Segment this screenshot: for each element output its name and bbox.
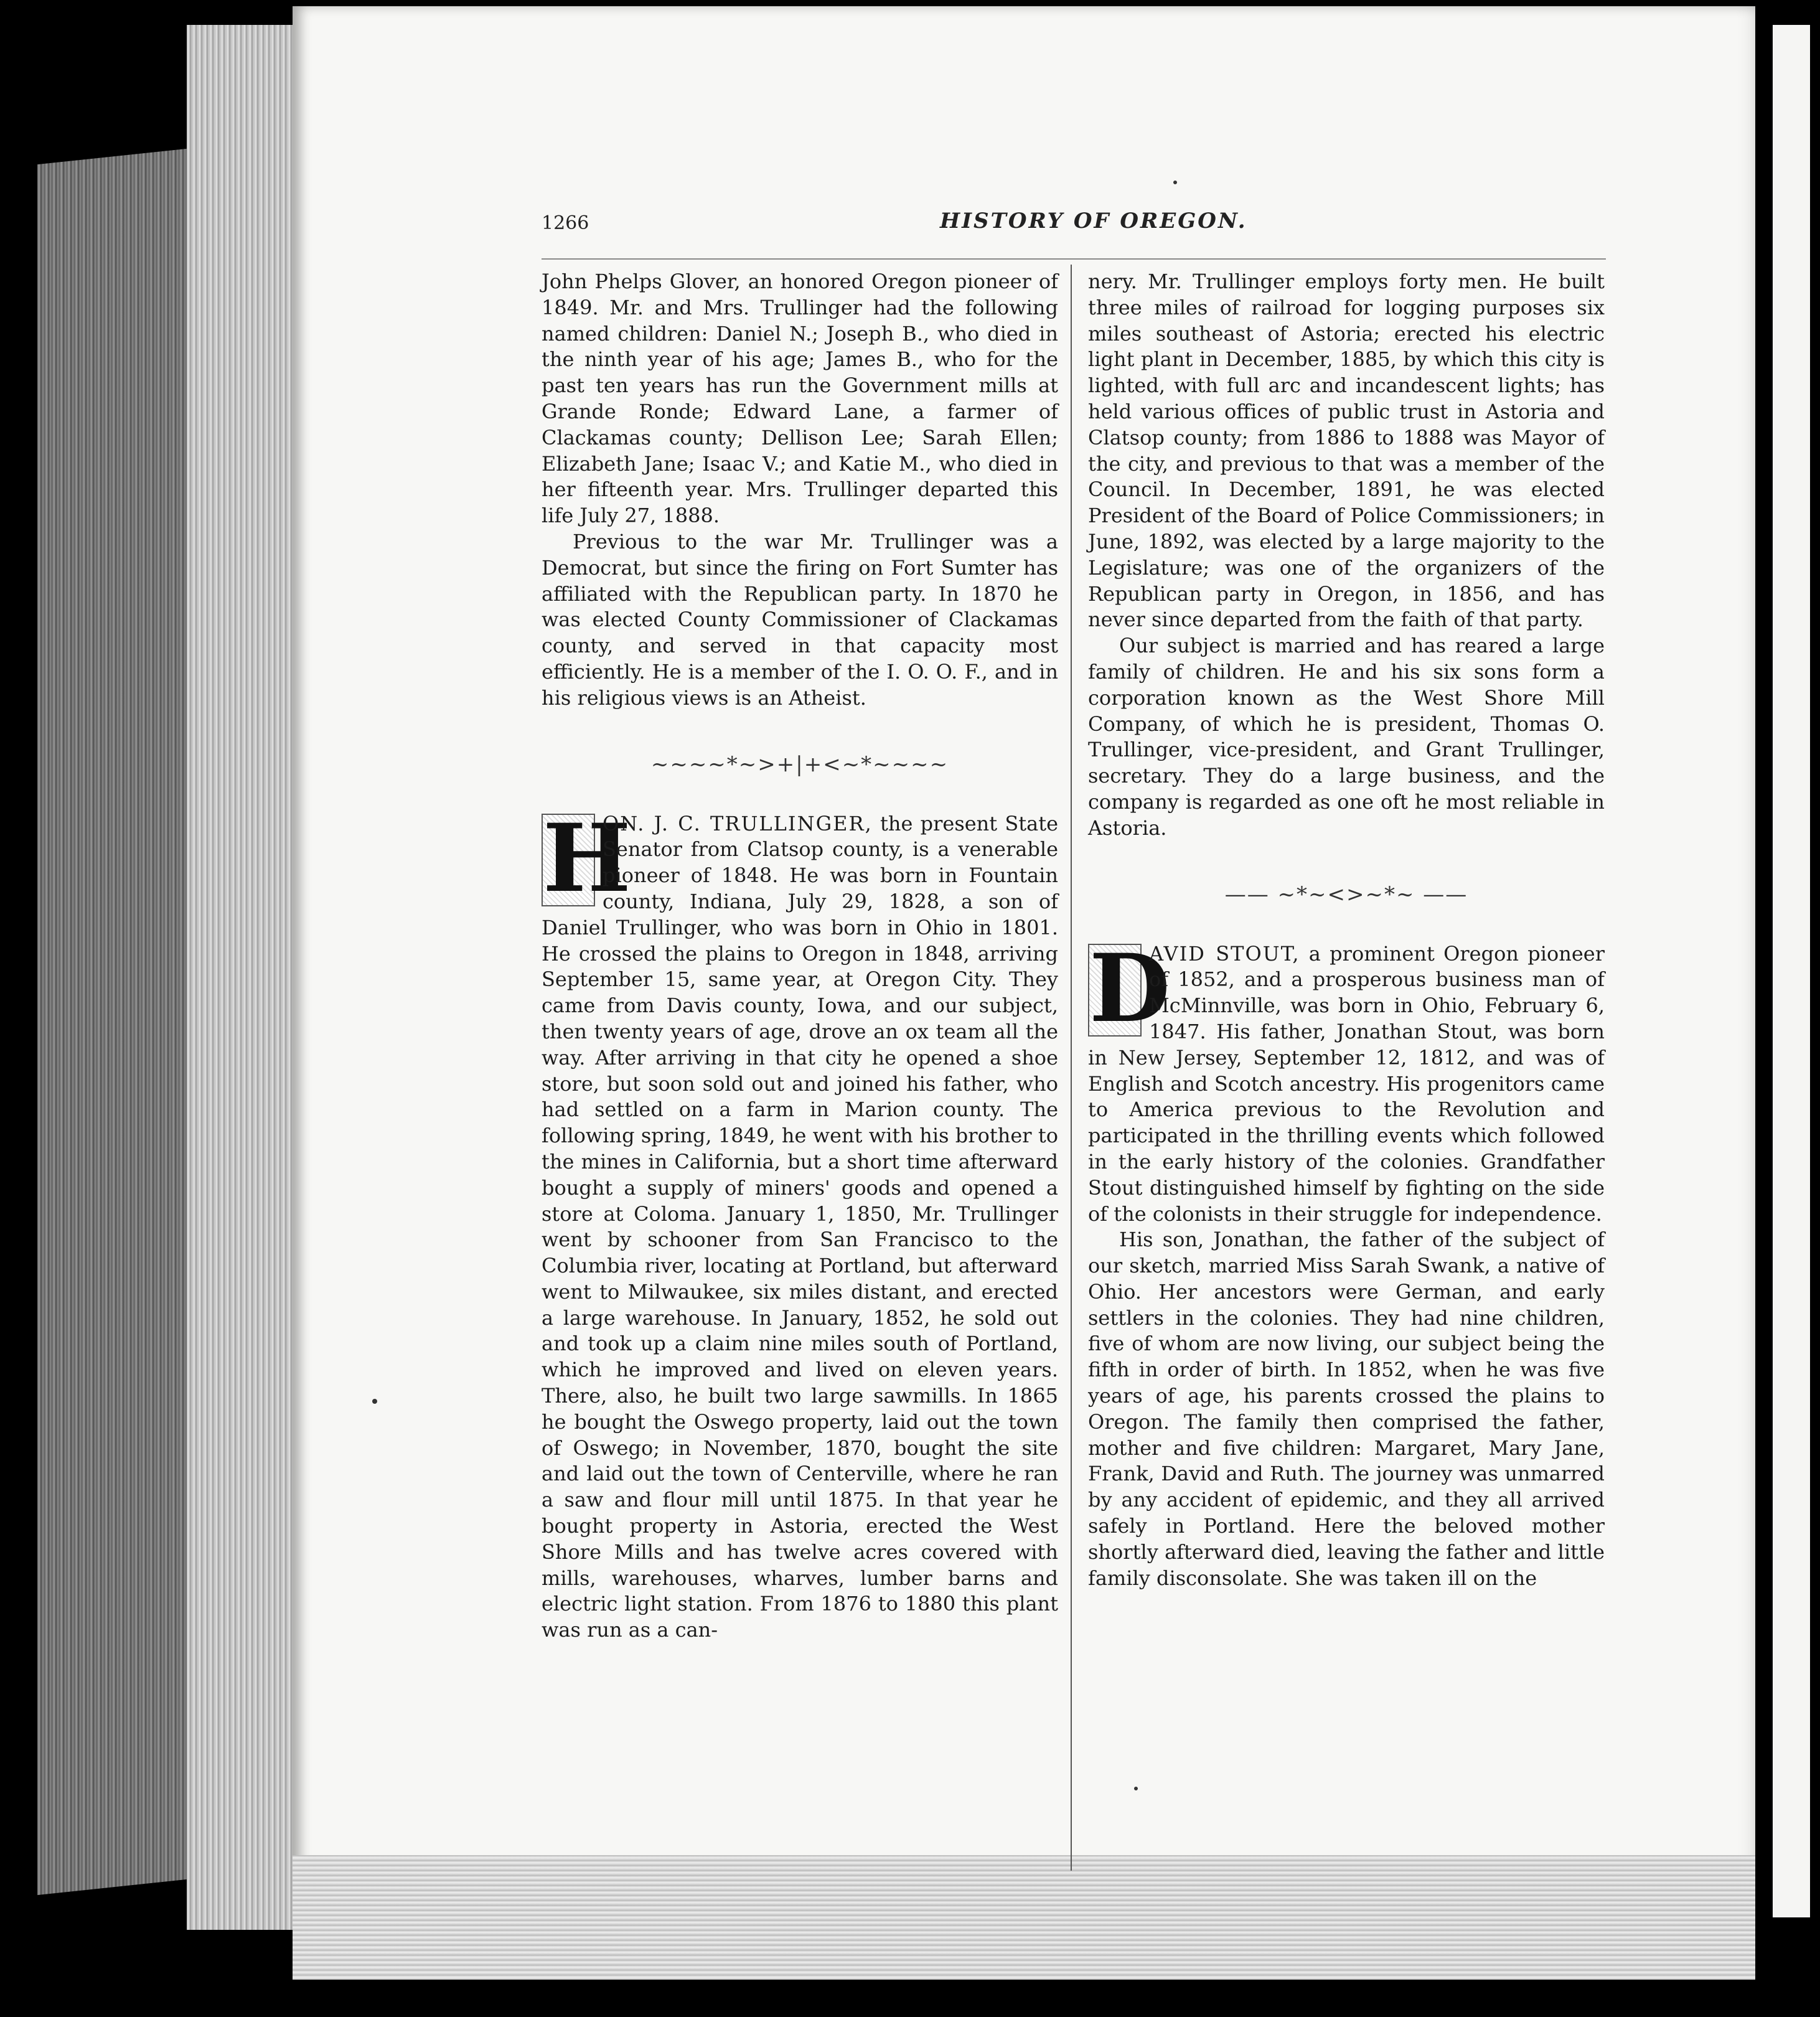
left-column <box>542 269 1058 1643</box>
page-number: 1266 <box>542 212 589 234</box>
print-speck <box>1134 1787 1138 1790</box>
dropcap-d: D <box>1089 933 1171 1043</box>
column-divider <box>1071 265 1072 1871</box>
stout-paragraph-parents: His son, Jonathan, the father of the subject of our sketch, married Miss Sarah Swank, a native of Ohio. Her ancestors were German, and early settlers in the colonies. They had nine children, five of whom are now living, our subject being the fifth in order of birth. In 1852, when he was five years of age, his parents crossed the plains to Oregon. The family then comprised the father, mother and five children: Margaret, Mary Jane, Frank, David and Ruth. The journey was unmarred by any accident of epidemic, and they all arrived safely in Portland. Here the beloved mother shortly afterward died, leaving the father and little family disconsolate. She was taken ill on the <box>1088 1228 1605 1590</box>
trullinger-lead: ON. J. C. TRULLINGER, <box>603 811 873 835</box>
print-speck <box>372 1399 377 1404</box>
stout-lead: AVID STOUT, <box>1149 941 1300 966</box>
left-continuation-paragraph: John Phelps Glover, an honored Oregon pioneer of 1849. Mr. and Mrs. Trullinger had the following named children: Daniel N.; Joseph B., who died in the ninth year of his age; James B., who for the past ten years has run the Government mills at Grande Ronde; Edward Lane, a farmer of Clackamas county; Dellison Lee; Sarah Ellen; Elizabeth Jane; Isaac V.; and Katie M., who died in her fifteenth year. Mrs. Trullinger departed this life July 27, 1888. <box>542 270 1058 528</box>
section-ornament-right: —— ~*~<>~*~ —— <box>1224 882 1468 907</box>
right-column <box>1088 269 1605 1591</box>
stout-article <box>1088 933 1605 1228</box>
trullinger-text: the present State Senator from Clatsop county, is a venerable pioneer of 1848. He was born in Fountain county, Indiana, July 29, 1828, a son of Daniel Trullinger, who was born in Ohio in 1801. He crossed the plains to Oregon in 1848, arriving September 15, same year, at Oregon City. They came from Davis county, Iowa, and our subject, then twenty years of age, drove an ox team all the way. After arriving in that city he opened a shoe store, but soon sold out and joined his father, who had settled on a farm in Marion county. The following spring, 1849, he went with his brother to the mines in California, but a short time afterward bought a supply of miners' goods and opened a store at Coloma. January 1, 1850, Mr. Trullinger went by schooner from San Francisco to the Columbia river, locating at Portland, but afterward went to Milwaukee, six miles distant, and erected a large warehouse. In January, 1852, he sold out and took up a claim nine miles south of Portland, which he improved and lived on eleven years. There, also, he built two large sawmills. In 1865 he bought the Oswego property, laid out the town of Oswego; in November, 1870, bought the site and laid out the town of Centerville, where he ran a saw and flour mill until 1875. In that year he bought property in Astoria, erected the West Shore Mills and has twelve acres covered with mills, warehouses, wharves, lumber barns and electric light station. From 1876 to 1880 this plant was run as a can- <box>542 811 1059 1642</box>
page-header <box>542 209 1606 240</box>
page-edges-stack <box>187 25 299 1930</box>
trullinger-article <box>542 803 1059 1644</box>
right-continuation-paragraph: nery. Mr. Trullinger employs forty men. He built three miles of railroad for logging purposes six miles southeast of Astoria; erected his electric light plant in December, 1885, by which this city is lighted, with full arc and incandescent lights; has held various offices of public trust in Astoria and Clatsop county; from 1886 to 1888 was Mayor of the city, and previous to that was a member of the Council. In December, 1891, he was elected President of the Board of Police Commissioners; in June, 1892, was elected by a large majority to the Legislature; was one of the organizers of the Republican party in Oregon, in 1856, and has never since departed from the faith of that party. <box>1088 270 1605 632</box>
right-paragraph-family: Our subject is married and has reared a large family of children. He and his six sons form a corporation known as the West Shore Mill Company, of which he is president, Thomas O. Trullinger, vice-president, and Grant Trullinger, secretary. They do a large business, and the company is regarded as one oft he most reliable in Astoria. <box>1088 634 1605 840</box>
header-rule <box>542 258 1606 260</box>
dropcap-h: H <box>543 803 631 913</box>
stout-text: a prominent Oregon pioneer of 1852, and a prosperous business man of McMinnville, was born in Ohio, February 6, 1847. His father, Jonathan Stout, was born in New Jersey, September 12, 1812, and was of English and Scotch ancestry. His progenitors came to America previous to the Revolution and participated in the thrilling events which followed in the early history of the colonies. Grandfather Stout distinguished himself by fighting on the side of the colonists in their struggle for independence. <box>1088 941 1605 1226</box>
left-paragraph-politics: Previous to the war Mr. Trullinger was a Democrat, but since the firing on Fort Sumter has affiliated with the Republican party. In 1870 he was elected County Commissioner of Clackamas county, and served in that capacity most efficiently. He is a member of the I. O. O. F., and in his religious views is an Atheist. <box>542 529 1058 710</box>
page-edges-bottom <box>293 1855 1755 1980</box>
running-title: HISTORY OF OREGON. <box>940 209 1247 233</box>
section-ornament-left: ~~~~*~>+|+<~*~~~~ <box>650 751 949 777</box>
next-page-edge <box>1773 25 1810 1917</box>
print-speck <box>1173 181 1177 184</box>
